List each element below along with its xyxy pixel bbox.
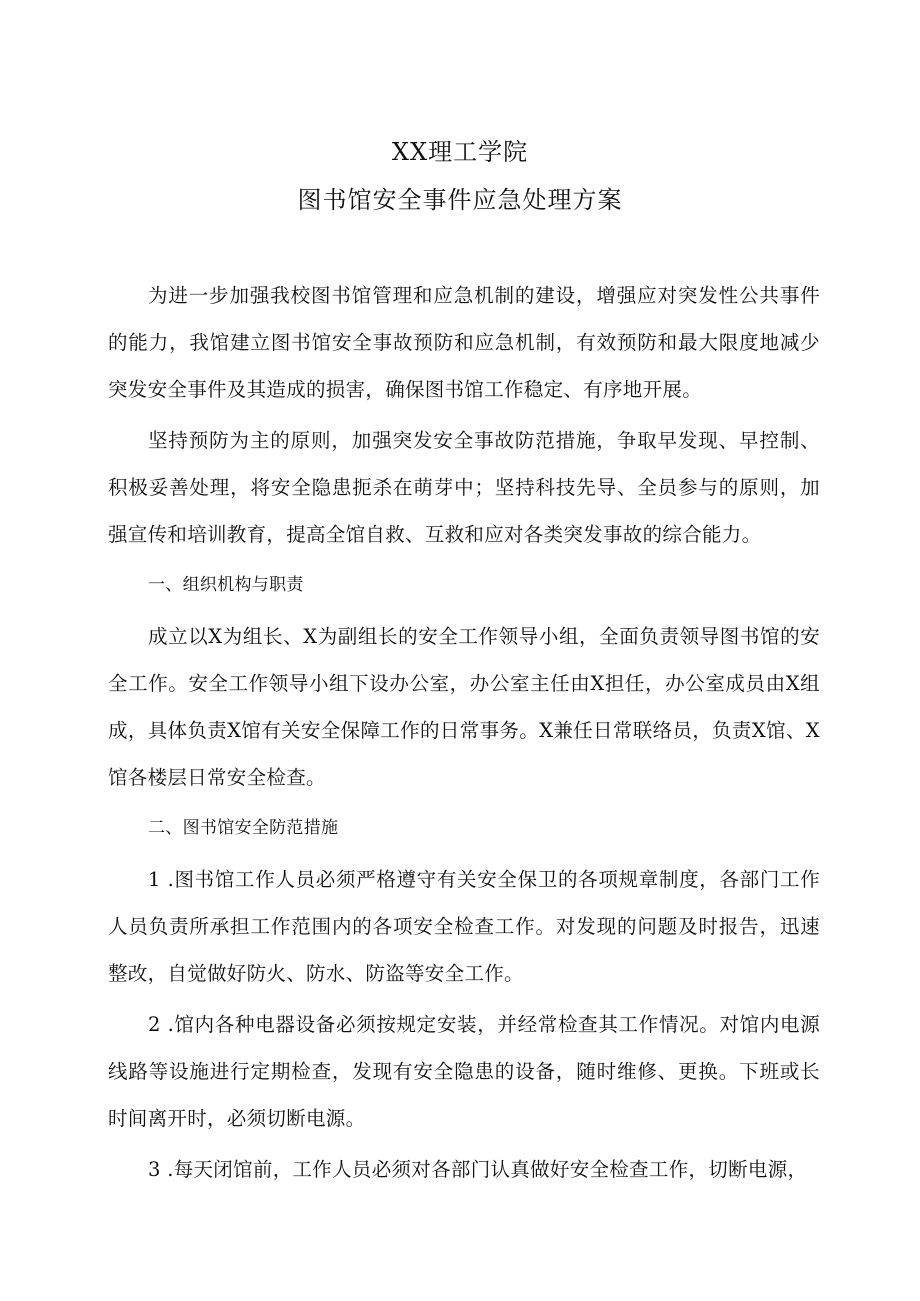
document-body xyxy=(108,272,820,1193)
document-title-plan: 图书馆安全事件应急处理方案 xyxy=(297,186,623,214)
intro-paragraph-1: 为进一步加强我校图书馆管理和应急机制的建设，增强应对突发性公共事件的能力，我馆建立图书馆安全事故预防和应急机制，有效预防和最大限度地减少突发安全事件及其造成的损害，确保图书馆工作稳定、有序地开展。 xyxy=(108,284,820,401)
document-title-institution: XX理工学院 xyxy=(391,138,529,166)
measure-item-1: 1 .图书馆工作人员必须严格遵守有关安全保卫的各项规章制度，各部门工作人员负责所承担工作范围内的各项安全检查工作。对发现的问题及时报告，迅速整改，自觉做好防火、防水、防盗等安全工作。 xyxy=(108,868,820,985)
section-heading-organization: 一、组织机构与职责 xyxy=(148,575,304,595)
intro-paragraph-2: 坚持预防为主的原则，加强突发安全事故防范措施，争取早发现、早控制、积极妥善处理，将安全隐患扼杀在萌芽中；坚持科技先导、全员参与的原则，加强宣传和培训教育，提高全馆自救、互救和应对各类突发事故的综合能力。 xyxy=(108,429,820,546)
section-heading-measures: 二、图书馆安全防范措施 xyxy=(148,818,339,838)
organization-paragraph: 成立以X为组长、X为副组长的安全工作领导小组，全面负责领导图书馆的安全工作。安全工作领导小组下设办公室，办公室主任由X担任，办公室成员由X组成，具体负责X馆有关安全保障工作的日常事务。X兼任日常联络员，负责X馆、X馆各楼层日常安全检查。 xyxy=(108,625,820,789)
measure-item-3: 3 .每天闭馆前，工作人员必须对各部门认真做好安全检查工作，切断电源， xyxy=(148,1158,808,1181)
measure-item-2: 2 .馆内各种电器设备必须按规定安装，并经常检查其工作情况。对馆内电源线路等设施进行定期检查，发现有安全隐患的设备，随时维修、更换。下班或长时间离开时，必须切断电源。 xyxy=(108,1013,820,1130)
